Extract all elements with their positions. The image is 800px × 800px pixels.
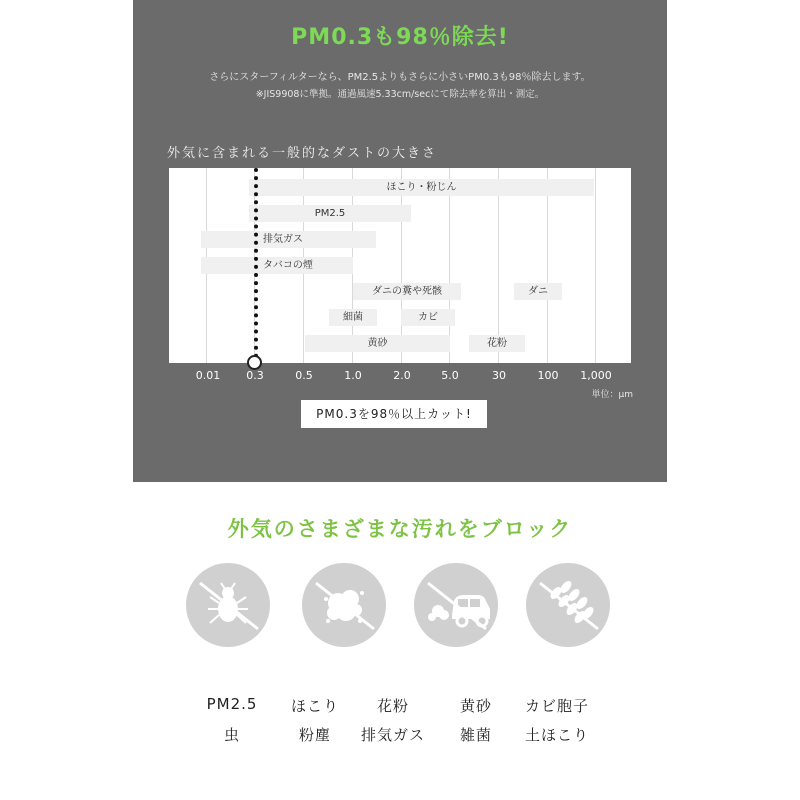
chart-bar: 黄砂 <box>305 335 450 352</box>
x-tick-label: 30 <box>492 369 506 382</box>
label-bottom: 土ほこり <box>524 726 589 744</box>
x-tick-label: 1.0 <box>344 369 362 382</box>
x-tick-label: 100 <box>537 369 559 382</box>
chart-bar: 細菌 <box>329 309 377 326</box>
gridline <box>498 168 499 363</box>
x-tick-label: 5.0 <box>441 369 459 382</box>
label-top: カビ胞子 <box>524 697 589 715</box>
unit-label: 単位：μm <box>591 390 633 400</box>
gridline <box>401 168 402 363</box>
pm03-marker-line <box>254 168 258 358</box>
pm03-marker-dot <box>247 355 262 370</box>
label-bottom: 虫 <box>223 726 240 744</box>
label-top: 黄砂 <box>459 697 492 715</box>
chart-bar: 排気ガス <box>201 231 376 248</box>
chart-bar: ほこり・粉じん <box>249 179 594 196</box>
chart-bar: 花粉 <box>469 335 525 352</box>
dust-size-chart <box>169 168 631 363</box>
label-top: PM2.5 <box>206 695 258 713</box>
gridline <box>449 168 450 363</box>
subtext-line-2: ※JIS9908に準拠。通過風速5.33cm/secにて除去率を算出・測定。 <box>255 89 545 100</box>
x-tick-label: 0.5 <box>295 369 313 382</box>
bug-icon <box>186 563 270 647</box>
x-tick-label: 1,000 <box>580 369 612 382</box>
dark-panel <box>133 0 667 482</box>
chart-bar: カビ <box>401 309 455 326</box>
gridline <box>547 168 548 363</box>
x-tick-label: 0.01 <box>195 369 221 382</box>
label-top: 花粉 <box>376 697 409 715</box>
dust-icon <box>302 563 386 647</box>
gridline <box>595 168 596 363</box>
label-bottom: 雑菌 <box>459 726 492 744</box>
x-tick-label: 2.0 <box>393 369 411 382</box>
chart-bar: タバコの煙 <box>201 257 353 274</box>
chart-bar: ダニ <box>514 283 562 300</box>
block-title: 外気のさまざまな汚れをブロック <box>227 517 573 541</box>
pollen-icon <box>526 563 610 647</box>
chart-bar: ダニの糞や死骸 <box>353 283 461 300</box>
label-top: ほこり <box>290 697 339 715</box>
chart-bar: PM2.5 <box>249 205 411 222</box>
x-tick-label: 0.3 <box>246 369 264 382</box>
chart-title: 外気に含まれる一般的なダストの大きさ <box>167 146 438 161</box>
label-bottom: 粉塵 <box>298 726 331 744</box>
callout-box: PM0.3を98％以上カット! <box>301 400 487 428</box>
subtext-line-1: さらにスターフィルターなら、PM2.5よりもさらに小さいPM0.3も98％除去します。 <box>209 72 591 83</box>
car-exhaust-icon <box>414 563 498 647</box>
label-bottom: 排気ガス <box>360 726 425 744</box>
headline: PM0.3も98％除去! <box>291 25 509 50</box>
